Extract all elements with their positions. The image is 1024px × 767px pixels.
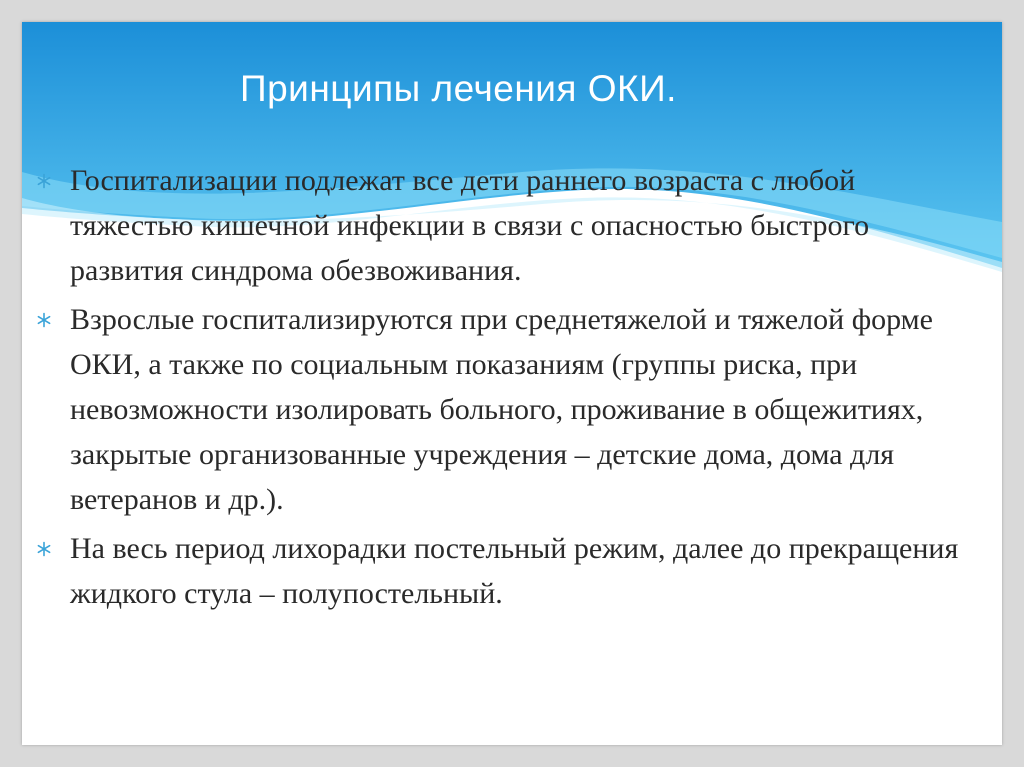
- bullet-item: [22, 297, 982, 522]
- slide-title: Принципы лечения ОКИ.: [240, 68, 677, 109]
- bullet-item: [22, 158, 982, 293]
- bullet-item: [22, 526, 982, 616]
- bullet-text: Госпитализации подлежат все дети раннего возраста с любой тяжестью кишечной инфекции в связи с опасностью быстрого развития синдрома обезвоживания.: [70, 164, 870, 287]
- asterisk-icon: [36, 173, 52, 189]
- asterisk-icon: [36, 312, 52, 328]
- bullet-text: Взрослые госпитализируются при среднетяжелой и тяжелой форме ОКИ, а также по социальным показаниям (группы риска, при невозможности изолировать больного, проживание в общежитиях, закрытые организованные учреждения – детские дома, дома для ветеранов и др.).: [70, 303, 933, 516]
- bullet-text: На весь период лихорадки постельный режим, далее до прекращения жидкого стула – полупостельный.: [70, 532, 959, 610]
- slide: [22, 22, 1002, 745]
- bullet-list: [22, 158, 982, 620]
- asterisk-icon: [36, 541, 52, 557]
